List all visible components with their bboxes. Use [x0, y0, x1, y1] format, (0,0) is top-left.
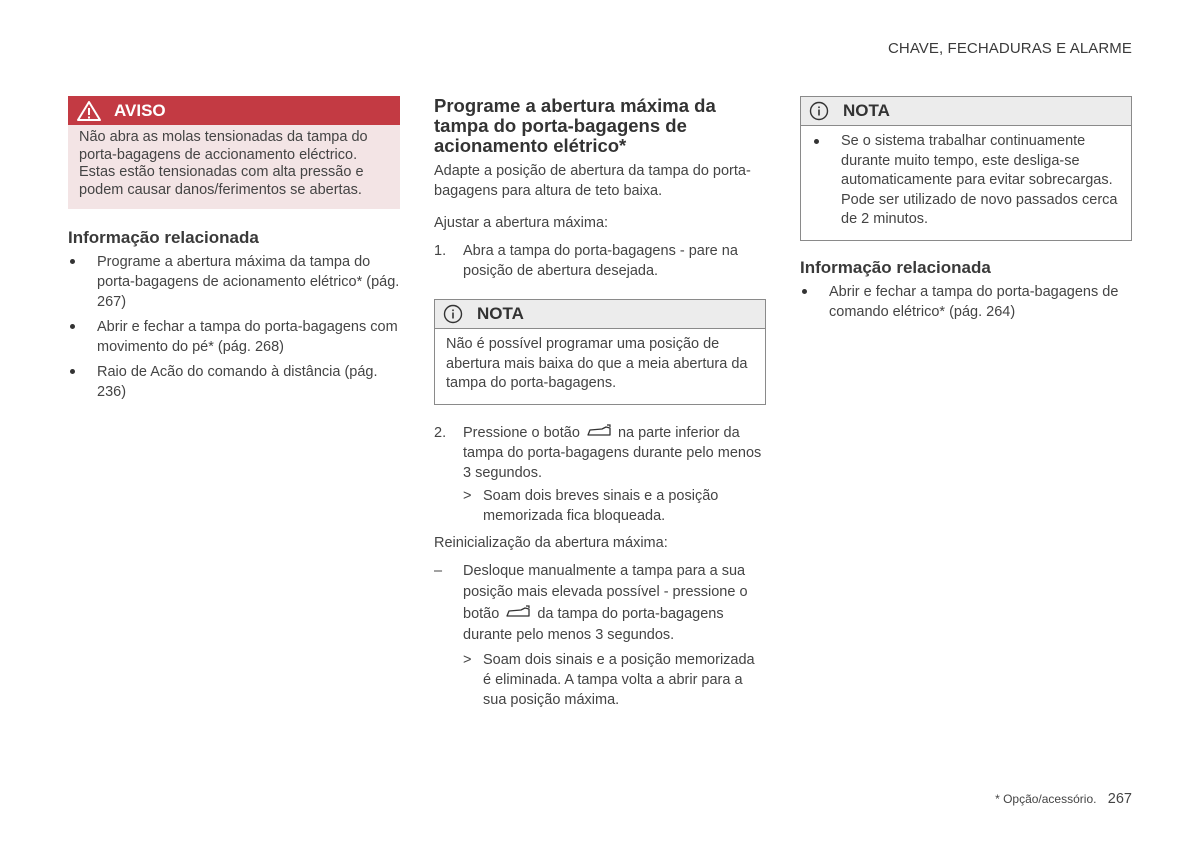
warning-triangle-icon [76, 100, 102, 122]
main-column [434, 96, 766, 710]
note-text: Não é possível programar uma posição de abertura mais baixa do que a meia abertura da tampa do porta-bagagens. [446, 336, 748, 391]
warning-text: Não abra as molas tensionadas da tampa do porta-bagagens de accionamento eléctrico. Estas estão tensionadas com alta pressão e podem causar danos/ferimentos se abertas. [79, 129, 368, 198]
page-footer [995, 791, 1132, 807]
step-1 [434, 241, 766, 281]
note-header [435, 300, 765, 329]
result-marker: > [463, 651, 472, 668]
related-info-left [68, 228, 400, 402]
page-header: CHAVE, FECHADURAS E ALARME [887, 40, 1132, 57]
info-circle-icon [809, 101, 829, 121]
related-link-item[interactable]: Abrir e fechar a tampa do porta-bagagens de comando elétrico* (pág. 264) [800, 282, 1132, 322]
step-2 [434, 423, 766, 483]
related-info-list [68, 252, 400, 402]
result-text: Soam dois sinais e a posição memorizada é eliminada. A tampa volta a abrir para a sua posição máxima. [483, 651, 755, 708]
step-number: 2. [434, 424, 447, 441]
related-link-item[interactable]: Abrir e fechar a tampa do porta-bagagens com movimento do pé* (pág. 268) [68, 317, 400, 357]
tailgate-icon [586, 424, 612, 438]
related-info-title: Informação relacionada [800, 257, 991, 277]
note-title: NOTA [477, 304, 524, 323]
related-info-title: Informação relacionada [68, 228, 259, 247]
note-header [801, 97, 1131, 126]
related-link-item[interactable]: Programe a abertura máxima da tampa do porta-bagagens de acionamento elétrico* (pág. 267) [68, 252, 400, 312]
note-item: Se o sistema trabalhar continuamente durante muito tempo, este desliga-se automaticamente para evitar sobrecargas. Pode ser utilizado de novo passados cerca de 2 minutos. [812, 132, 1121, 230]
warning-title: AVISO [114, 100, 166, 120]
reset-text-after: da tampa do porta-bagagens durante pelo menos 3 segundos. [463, 605, 724, 643]
reset-text-before: Desloque manualmente a tampa para a sua posição mais elevada possível - pressione o botão [463, 562, 748, 622]
note-list [812, 132, 1121, 230]
info-circle-icon [443, 304, 463, 324]
page-number: 267 [1107, 791, 1132, 807]
step-text-after: na parte inferior da tampa do porta-bagagens durante pelo menos 3 segundos. [463, 424, 762, 481]
intro-text: Adapte a posição de abertura da tampa do porta-bagagens para altura de teto baixa. [434, 163, 751, 199]
reset-step [434, 561, 766, 647]
right-column [800, 96, 1132, 327]
warning-header [68, 96, 400, 125]
related-info-list [800, 282, 1132, 322]
step-text: Abra a tampa do porta-bagagens - pare na posição de abertura desejada. [463, 243, 738, 279]
result-text: Soam dois breves sinais e a posição memorizada fica bloqueada. [483, 487, 719, 524]
related-link-item[interactable]: Raio de Acão do comando à distância (pág. 236) [68, 362, 400, 402]
dash-marker: – [434, 562, 443, 579]
reset-label: Reinicialização da abertura máxima: [434, 534, 668, 551]
tailgate-icon [505, 605, 531, 619]
left-column [68, 96, 400, 407]
footnote: * Opção/acessório. [995, 792, 1097, 806]
warning-box [68, 96, 400, 209]
step-text-before: Pressione o botão [463, 424, 580, 441]
related-info-right [800, 258, 1132, 322]
note-box-right [800, 96, 1132, 241]
step-2-result [434, 486, 766, 526]
result-marker: > [463, 487, 472, 504]
note-box [434, 299, 766, 405]
adjust-label: Ajustar a abertura máxima: [434, 215, 609, 231]
main-title: Programe a abertura máxima da tampa do porta-bagagens de acionamento elétrico* [434, 95, 716, 156]
step-number: 1. [434, 243, 447, 259]
reset-result [434, 650, 766, 710]
note-title: NOTA [843, 101, 890, 120]
